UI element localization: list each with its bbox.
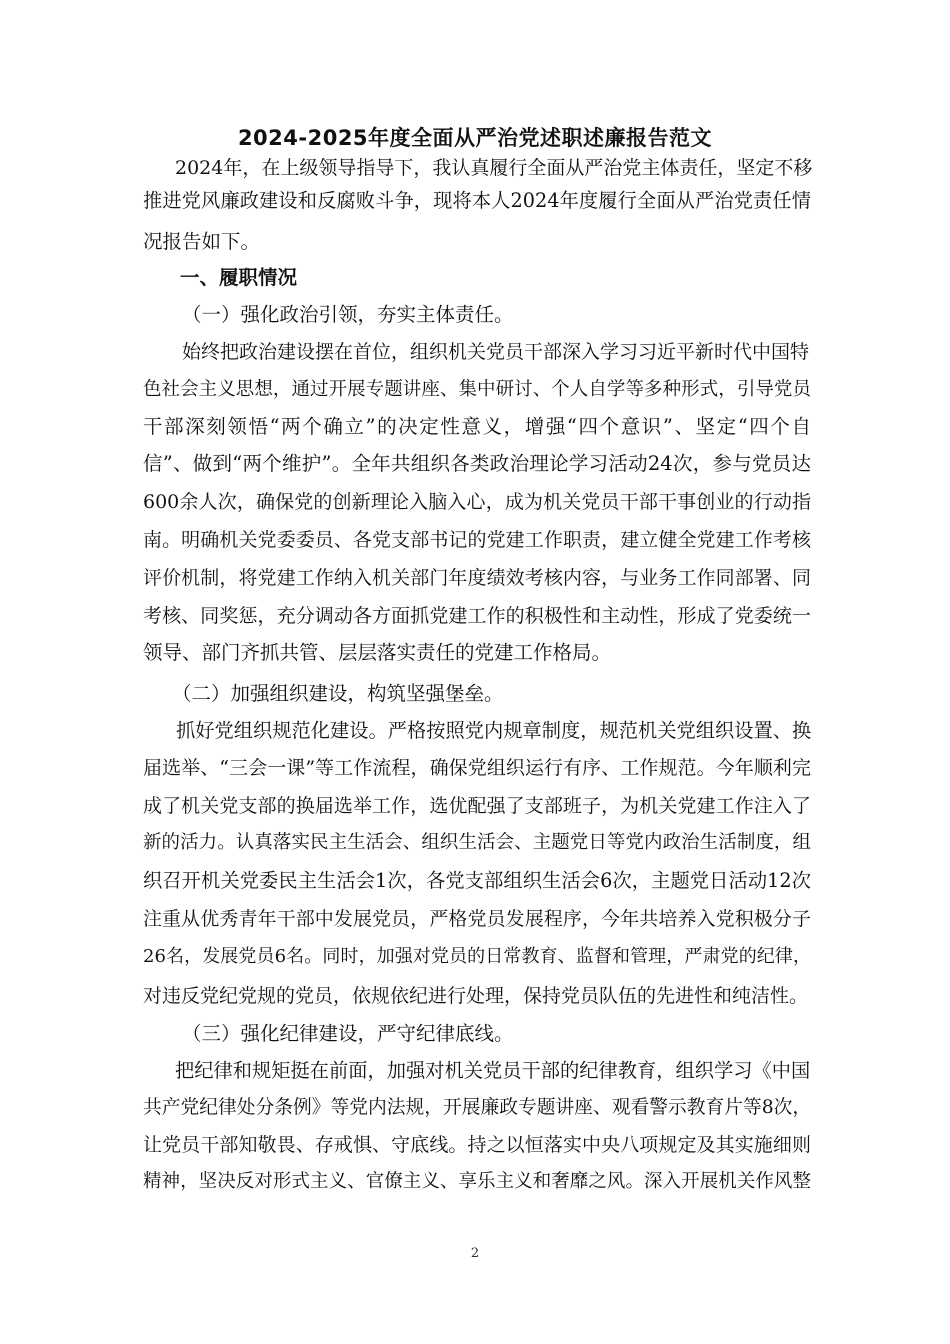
page-number: 2 [470,1246,480,1261]
body-line: 评价机制，将党建工作纳入机关部门年度绩效考核内容，与业务工作同部署、同 [143,567,811,589]
body-line: 对违反党纪党规的党员，依规依纪进行处理，保持党员队伍的先进性和纯洁性。 [143,985,809,1007]
subsection-heading: （三）强化纪律建设，严守纪律底线。 [182,1022,514,1045]
subsection-heading: （一）强化政治引领，夯实主体责任。 [182,303,514,326]
document-title: 2024-2025年度全面从严治党述职述廉报告范文 [237,126,713,150]
body-line: 始终把政治建设摆在首位，组织机关党员干部深入学习习近平新时代中国特 [182,341,810,363]
body-line: 抓好党组织规范化建设。严格按照党内规章制度，规范机关党组织设置、换 [176,719,812,742]
body-line: 南。明确机关党委委员、各党支部书记的党建工作职责，建立健全党建工作考核 [143,529,811,551]
body-line: 600余人次，确保党的创新理论入脑入心，成为机关党员干部干事创业的行动指 [143,491,811,513]
body-line: 让党员干部知敬畏、存戒惧、守底线。持之以恒落实中央八项规定及其实施细则 [143,1134,811,1156]
subsection-heading: （二）加强组织建设，构筑坚强堡垒。 [172,682,504,705]
body-line: 新的活力。认真落实民主生活会、组织生活会、主题党日等党内政治生活制度，组 [143,832,811,853]
body-line: 精神，坚决反对形式主义、官僚主义、享乐主义和奢靡之风。深入开展机关作风整 [143,1171,811,1192]
body-line: 共产党纪律处分条例》等党内法规，开展廉政专题讲座、观看警示教育片等8次， [143,1097,812,1118]
body-line: 26名，发展党员6名。同时，加强对党员的日常教育、监督和管理，严肃党的纪律， [143,946,811,967]
body-line: 色社会主义思想，通过开展专题讲座、集中研讨、个人自学等多种形式，引导党员 [143,379,811,400]
body-line: 成了机关党支部的换届选举工作，选优配强了支部班子，为机关党建工作注入了 [143,795,811,817]
body-line: 推进党风廉政建设和反腐败斗争，现将本人2024年度履行全面从严治党责任情 [143,189,811,212]
body-line: 领导、部门齐抓共管、层层落实责任的党建工作格局。 [143,641,612,664]
body-line: 考核、同奖惩，充分调动各方面抓党建工作的积极性和主动性，形成了党委统一 [143,605,811,627]
body-line: 届选举、“三会一课”等工作流程，确保党组织运行有序、工作规范。今年顺利完 [143,757,811,779]
body-line: 信”、做到“两个维护”。全年共组织各类政治理论学习活动24次，参与党员达 [143,452,811,475]
body-line: 注重从优秀青年干部中发展党员，严格党员发展程序，今年共培养入党积极分子 [143,908,811,930]
body-line: 把纪律和规矩挺在前面，加强对机关党员干部的纪律教育，组织学习《中国 [175,1059,811,1082]
body-line: 织召开机关党委民主生活会1次，各党支部组织生活会6次，主题党日活动12次 [143,869,811,892]
body-line: 2024年，在上级领导指导下，我认真履行全面从严治党主体责任，坚定不移 [175,157,813,179]
body-line: 干部深刻领悟“两个确立”的决定性意义，增强“四个意识”、坚定“四个自 [143,415,811,438]
section-heading: 一、履职情况 [180,266,298,289]
body-line: 况报告如下。 [143,230,261,253]
